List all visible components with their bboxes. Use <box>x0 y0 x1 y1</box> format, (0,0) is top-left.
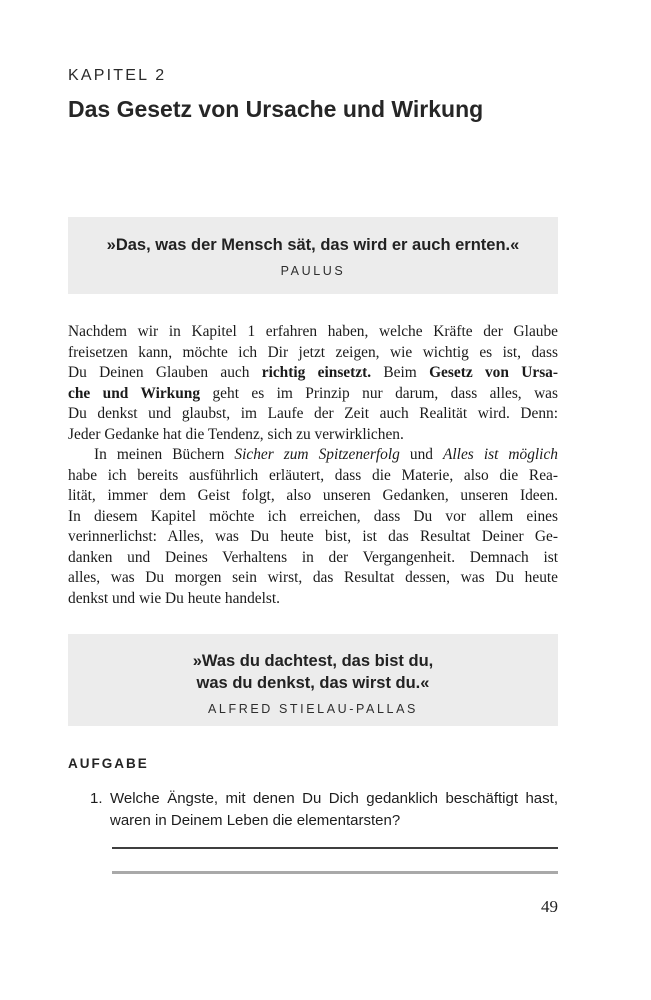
paragraph-line: verinnerlichst: Alles, was Du heute bist, ist das Resultat Deiner Ge- <box>68 528 558 545</box>
paragraph-line: denkst und wie Du heute handelst. <box>68 589 281 607</box>
paragraph <box>68 445 558 609</box>
paragraph-line: che und Wirkung geht es im Prinzip nur darum, dass alles, was <box>68 384 559 402</box>
body-text <box>68 322 558 609</box>
item-text-line: waren in Deinem Leben die elementarsten? <box>110 812 401 829</box>
item-number: 1. <box>90 790 103 807</box>
paragraph-line: Du denkst und glaubst, im Laufe der Zeit auch Realität wird. Denn: <box>68 405 558 422</box>
paragraph <box>68 322 558 445</box>
paragraph-line: danken und Deines Verhaltens in der Vergangenheit. Demnach ist <box>68 548 558 566</box>
quote-attribution: PAULUS <box>280 264 346 278</box>
paragraph-line: Du Deinen Glauben auch richtig einsetzt. Beim Gesetz von Ursa- <box>68 364 559 381</box>
answer-writing-line <box>112 847 558 849</box>
page-number: 49 <box>541 897 558 916</box>
item-lines <box>110 788 558 832</box>
quote-text-line: »Was du dachtest, das bist du, <box>192 652 434 670</box>
quote-text-line: »Das, was der Mensch sät, das wird er auch ernten.« <box>106 236 520 254</box>
paragraph-line: alles, was Du morgen sein wirst, das Resultat dessen, was Du heute <box>68 569 558 586</box>
chapter-title: Das Gesetz von Ursache und Wirkung <box>68 96 484 122</box>
quote-attribution: ALFRED STIELAU-PALLAS <box>208 702 418 716</box>
paragraph-line: Nachdem wir in Kapitel 1 erfahren haben, welche Kräfte der Glaube <box>68 323 558 340</box>
quote-text-line: was du denkst, das wirst du.« <box>196 674 430 692</box>
task-item <box>68 788 558 832</box>
item-text-line: Welche Ängste, mit denen Du Dich gedanklich beschäftigt hast, <box>110 790 558 807</box>
paragraph-line: Jeder Gedanke hat die Tendenz, sich zu verwirklichen. <box>68 425 404 443</box>
paragraph-line: habe ich bereits ausführlich erläutert, dass die Materie, also die Rea- <box>68 466 558 484</box>
paragraph-line: lität, immer dem Geist folgt, also unseren Gedanken, unseren Ideen. <box>68 487 558 504</box>
paragraph-line: freisetzen kann, möchte ich Dir jetzt zeigen, wie wichtig es ist, dass <box>68 343 558 361</box>
task-heading: AUFGABE <box>68 756 149 771</box>
page-content <box>68 0 558 917</box>
chapter-label: KAPITEL 2 <box>68 67 167 84</box>
paragraph-line: In diesem Kapitel möchte ich erreichen, dass Du vor allem eines <box>68 507 558 525</box>
paragraph-line: In meinen Büchern Sicher zum Spitzenerfolg und Alles ist möglich <box>94 446 558 463</box>
quote-box-1 <box>68 217 558 294</box>
quote-box-2 <box>68 634 558 726</box>
answer-writing-line <box>112 871 558 874</box>
